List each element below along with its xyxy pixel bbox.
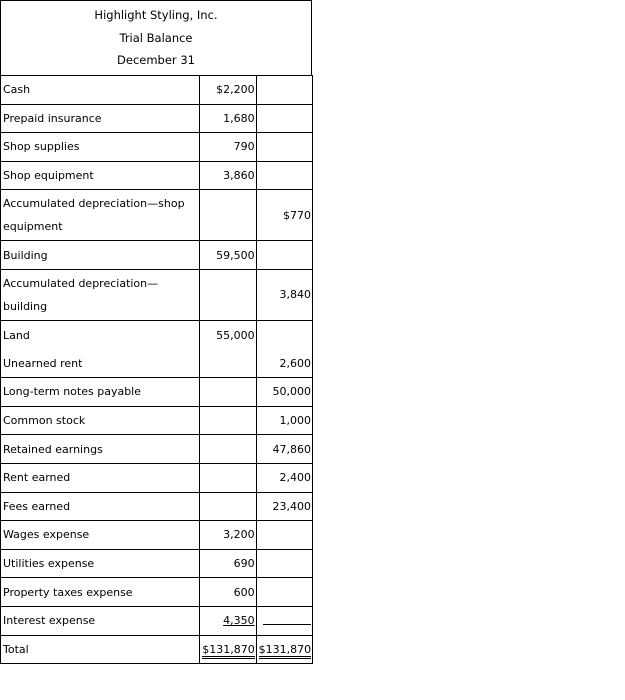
table-row bbox=[1, 406, 313, 435]
account-name: Rent earned bbox=[1, 463, 200, 492]
debit-amount bbox=[200, 349, 256, 378]
account-name: Common stock bbox=[1, 406, 200, 435]
credit-amount bbox=[256, 521, 312, 550]
table-row bbox=[1, 435, 313, 464]
credit-amount: $770 bbox=[256, 190, 312, 241]
trial-balance-table bbox=[0, 75, 313, 664]
total-debit-value: $131,870 bbox=[202, 643, 255, 659]
account-name bbox=[1, 269, 200, 320]
debit-amount bbox=[200, 492, 256, 521]
credit-amount bbox=[256, 133, 312, 162]
table-row bbox=[1, 549, 313, 578]
account-name: Shop supplies bbox=[1, 133, 200, 162]
account-name: Unearned rent bbox=[1, 349, 200, 378]
account-name: Building bbox=[1, 241, 200, 270]
credit-amount bbox=[256, 320, 312, 349]
trial-balance bbox=[0, 0, 312, 664]
total-debit bbox=[200, 635, 256, 664]
account-name: Long-term notes payable bbox=[1, 378, 200, 407]
debit-amount: 690 bbox=[200, 549, 256, 578]
debit-amount-underlined: 4,350 bbox=[223, 614, 255, 628]
table-row bbox=[1, 378, 313, 407]
table-row bbox=[1, 320, 313, 349]
debit-amount: 59,500 bbox=[200, 241, 256, 270]
account-name: Cash bbox=[1, 76, 200, 105]
credit-amount bbox=[256, 578, 312, 607]
table-row bbox=[1, 463, 313, 492]
account-name: Shop equipment bbox=[1, 161, 200, 190]
account-name: Property taxes expense bbox=[1, 578, 200, 607]
credit-amount: 47,860 bbox=[256, 435, 312, 464]
account-name-line2: equipment bbox=[3, 220, 63, 234]
credit-underline bbox=[263, 614, 311, 625]
credit-amount bbox=[256, 549, 312, 578]
credit-amount: 3,840 bbox=[256, 269, 312, 320]
account-name: Utilities expense bbox=[1, 549, 200, 578]
credit-amount bbox=[256, 241, 312, 270]
statement-date: December 31 bbox=[117, 53, 195, 67]
debit-amount bbox=[200, 606, 256, 635]
table-row bbox=[1, 606, 313, 635]
account-name-line2: building bbox=[3, 299, 48, 313]
account-name bbox=[1, 190, 200, 241]
debit-amount: 3,200 bbox=[200, 521, 256, 550]
debit-amount: 1,680 bbox=[200, 104, 256, 133]
account-name-line1: Accumulated depreciation— bbox=[3, 276, 159, 290]
debit-amount bbox=[200, 190, 256, 241]
debit-amount: 790 bbox=[200, 133, 256, 162]
account-name: Land bbox=[1, 320, 200, 349]
table-row bbox=[1, 269, 313, 320]
account-name: Wages expense bbox=[1, 521, 200, 550]
statement-title: Trial Balance bbox=[119, 30, 193, 45]
table-row bbox=[1, 76, 313, 105]
account-name-line1: Accumulated depreciation—shop bbox=[3, 197, 185, 211]
table-row bbox=[1, 521, 313, 550]
account-name: Interest expense bbox=[1, 606, 200, 635]
credit-amount bbox=[256, 161, 312, 190]
debit-amount bbox=[200, 269, 256, 320]
debit-amount: $2,200 bbox=[200, 76, 256, 105]
total-label: Total bbox=[1, 635, 200, 664]
credit-amount bbox=[256, 76, 312, 105]
debit-amount: 600 bbox=[200, 578, 256, 607]
total-credit-value: $131,870 bbox=[259, 643, 312, 659]
table-row bbox=[1, 190, 313, 241]
table-row bbox=[1, 241, 313, 270]
table-row bbox=[1, 349, 313, 378]
debit-amount bbox=[200, 463, 256, 492]
table-row bbox=[1, 161, 313, 190]
credit-amount: 50,000 bbox=[256, 378, 312, 407]
table-row bbox=[1, 492, 313, 521]
total-row bbox=[1, 635, 313, 664]
table-row bbox=[1, 104, 313, 133]
credit-amount bbox=[256, 606, 312, 635]
debit-amount bbox=[200, 378, 256, 407]
debit-amount bbox=[200, 435, 256, 464]
table-row bbox=[1, 133, 313, 162]
credit-amount: 2,400 bbox=[256, 463, 312, 492]
account-name: Fees earned bbox=[1, 492, 200, 521]
account-name: Prepaid insurance bbox=[1, 104, 200, 133]
credit-amount bbox=[256, 104, 312, 133]
company-name: Highlight Styling, Inc. bbox=[94, 8, 218, 22]
table-row bbox=[1, 578, 313, 607]
total-credit bbox=[256, 635, 312, 664]
credit-amount: 23,400 bbox=[256, 492, 312, 521]
credit-amount: 2,600 bbox=[256, 349, 312, 378]
debit-amount: 55,000 bbox=[200, 320, 256, 349]
credit-amount: 1,000 bbox=[256, 406, 312, 435]
account-name: Retained earnings bbox=[1, 435, 200, 464]
debit-amount: 3,860 bbox=[200, 161, 256, 190]
statement-header bbox=[0, 0, 312, 75]
debit-amount bbox=[200, 406, 256, 435]
